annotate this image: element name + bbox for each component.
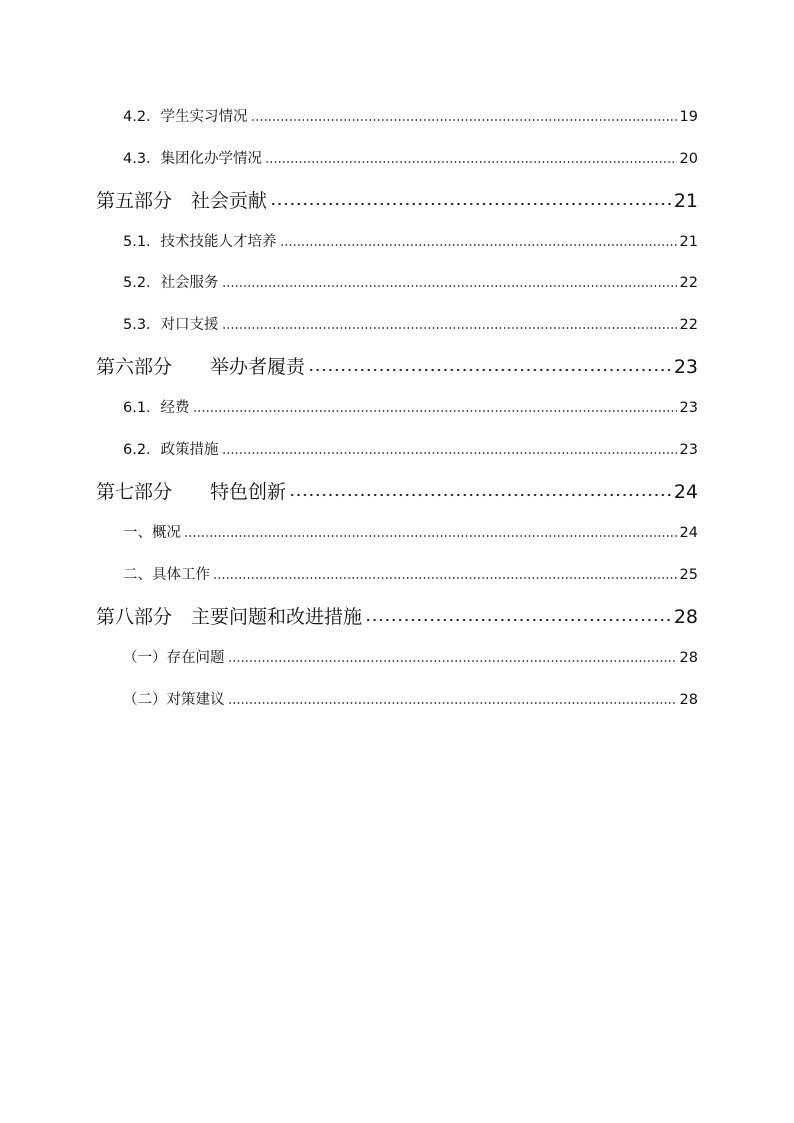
toc-entry-label: 4.2．学生实习情况	[123, 109, 248, 125]
toc-page-number: 28	[679, 650, 698, 666]
toc-dot-leader	[228, 659, 677, 663]
toc-page-number: 28	[679, 692, 698, 708]
toc-entry-countermeasures[interactable]	[123, 690, 698, 710]
toc-entry-label: 第六部分 举办者履责	[96, 356, 306, 378]
toc-entry-part-8[interactable]	[96, 605, 698, 629]
toc-page-number: 24	[673, 481, 698, 503]
toc-entry-6-2[interactable]	[123, 440, 698, 460]
toc-page-number: 24	[679, 525, 698, 541]
toc-dot-leader	[228, 701, 677, 705]
toc-entry-label: 第七部分 特色创新	[96, 481, 287, 503]
toc-entry-label: 5.3．对口支援	[123, 317, 219, 333]
toc-dot-leader	[251, 118, 677, 122]
toc-entry-label: 第八部分 主要问题和改进措施	[96, 606, 363, 628]
toc-page-number: 22	[679, 275, 698, 291]
toc-entry-label: 6.1．经费	[123, 400, 190, 416]
toc-entry-label: （二）对策建议	[123, 692, 225, 708]
toc-entry-label: 5.2．社会服务	[123, 275, 219, 291]
toc-entry-label: 二、具体工作	[123, 567, 210, 583]
toc-dot-leader	[222, 284, 677, 288]
toc-dot-leader	[184, 534, 677, 538]
toc-entry-label: 一、概况	[123, 525, 181, 541]
toc-entry-4-3[interactable]	[123, 149, 698, 169]
toc-dot-leader	[280, 243, 677, 247]
toc-page-number: 28	[673, 606, 698, 628]
toc-entry-label: 4.3．集团化办学情况	[123, 151, 263, 167]
toc-entry-existing-problems[interactable]	[123, 648, 698, 668]
toc-page-number: 25	[679, 567, 698, 583]
toc-entry-label: （一）存在问题	[123, 650, 225, 666]
toc-dot-leader	[365, 617, 671, 623]
toc-page-number: 23	[679, 442, 698, 458]
toc-dot-leader	[213, 576, 677, 580]
toc-entry-label: 6.2．政策措施	[123, 442, 219, 458]
toc-entry-6-1[interactable]	[123, 398, 698, 418]
toc-page-number: 21	[679, 234, 698, 250]
toc-entry-overview[interactable]	[123, 523, 698, 543]
toc-entry-5-2[interactable]	[123, 273, 698, 293]
toc-page-number: 19	[679, 109, 698, 125]
toc-entry-specific-work[interactable]	[123, 565, 698, 585]
toc-dot-leader	[193, 409, 677, 413]
toc-entry-part-7[interactable]	[96, 480, 698, 504]
toc-dot-leader	[270, 201, 671, 207]
toc-page-number: 23	[673, 356, 698, 378]
toc-dot-leader	[289, 492, 671, 498]
toc-dot-leader	[308, 367, 671, 373]
toc-page-number: 23	[679, 400, 698, 416]
toc-page-number: 22	[679, 317, 698, 333]
toc-page-number: 21	[673, 190, 698, 212]
toc-entry-label: 5.1．技术技能人才培养	[123, 234, 277, 250]
toc-entry-5-3[interactable]	[123, 315, 698, 335]
toc-entry-part-5[interactable]	[96, 189, 698, 213]
toc-page-number: 20	[679, 151, 698, 167]
toc-dot-leader	[265, 160, 676, 164]
toc-entry-5-1[interactable]	[123, 232, 698, 252]
toc-entry-4-2[interactable]	[123, 107, 698, 127]
toc-dot-leader	[222, 451, 677, 455]
toc-entry-label: 第五部分 社会贡献	[96, 190, 268, 212]
toc-dot-leader	[222, 326, 677, 330]
toc-entry-part-6[interactable]	[96, 355, 698, 379]
